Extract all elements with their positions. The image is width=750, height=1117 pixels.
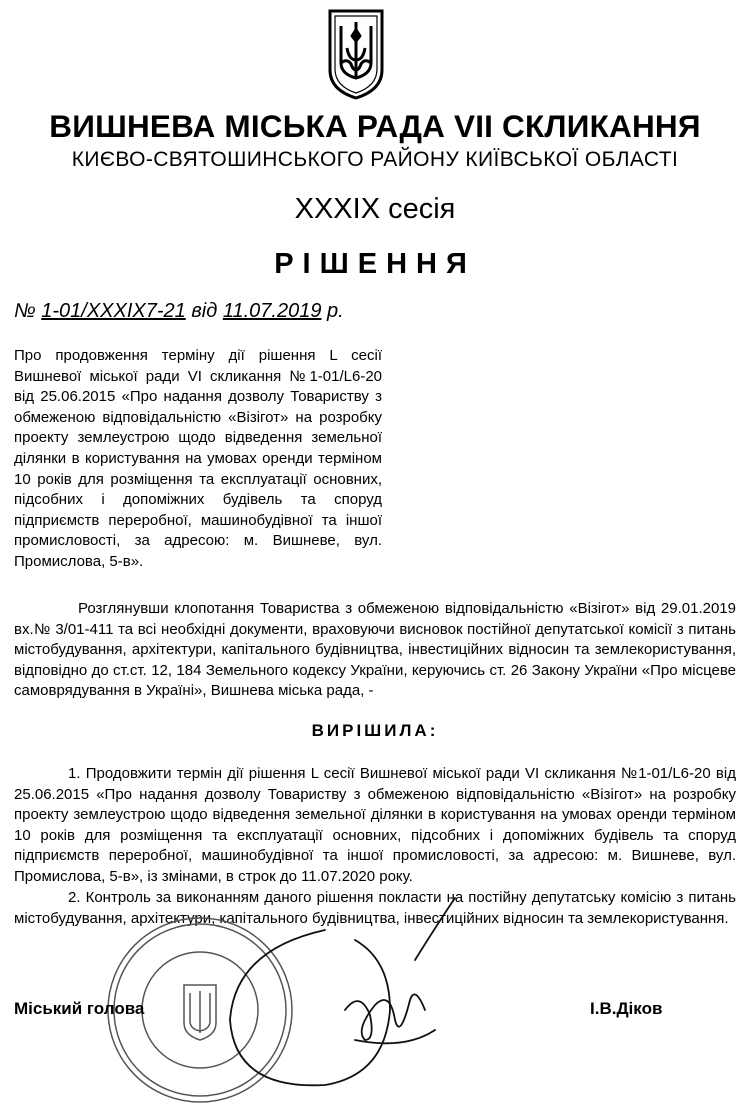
decision-date: 11.07.2019 bbox=[222, 300, 322, 322]
resolved-heading: ВИРІШИЛА: bbox=[311, 721, 439, 740]
document-type-title: РІШЕННЯ bbox=[274, 248, 476, 280]
date-suffix: р. bbox=[327, 300, 344, 322]
trident-coat-of-arms-icon bbox=[327, 8, 385, 100]
number-prefix: № bbox=[14, 300, 36, 322]
decision-number: 1-01/XXXIX7-21 bbox=[41, 300, 186, 322]
preamble-paragraph: Розглянувши клопотання Товариства з обмеженою відповідальністю «Візігот» від 29.01.2019 вх.№ 3/01-411 та всі необхідні документи, враховуючи висновок постійної депутатської комісії з питань містобудування, архітектури, капітального будівництва, інвестиційних відносин та землекористування, відповідно до ст.ст. 12, 184 Земельного кодексу України, керуючись ст. 26 Закону України «Про місцеве самоврядування в Україні», Вишнева міська рада, - bbox=[14, 600, 736, 700]
resolution-item-1: 1. Продовжити термін дії рішення L сесії Вишневої міської ради VI скликання №1-01/L6-20 від 25.06.2015 «Про надання дозволу Товариству з обмеженою відповідальністю «Візігот» на розробку проекту землеустрою щодо відведення земельної ділянки в користування на умовах оренди терміном 10 років для розміщення та експлуатації основних, підсобних і допоміжних будівель та споруд підприємств переробної, машинобудівної та іншої промисловості, за адресою: м. Вишневе, вул. Промислова, 5-в», із змінами, в строк до 11.07.2020 року. bbox=[14, 765, 736, 885]
date-prefix: від bbox=[191, 300, 218, 322]
org-subtitle: КИЄВО-СВЯТОШИНСЬКОГО РАЙОНУ КИЇВСЬКОЇ ОБЛАСТІ bbox=[71, 148, 679, 171]
mayor-title: Міський голова bbox=[14, 999, 145, 1018]
mayor-name: І.В.Діков bbox=[590, 999, 663, 1018]
org-title: ВИШНЕВА МІСЬКА РАДА VII СКЛИКАННЯ bbox=[49, 108, 701, 144]
decision-number-line bbox=[14, 300, 344, 323]
decision-subject: Про продовження терміну дії рішення L сесії Вишневої міської ради VI скликання №1-01/L6-20 від 25.06.2015 «Про надання дозволу Товариству з обмеженою відповідальністю «Візігот» на розробку проекту землеустрою щодо відведення земельної ділянки в користування на умовах оренди терміном 10 років для розміщення та експлуатації основних, підсобних і допоміжних будівель та споруд підприємств переробної, машинобудівної та іншої промисловості, за адресою: м. Вишневе, вул. Промислова, 5-в». bbox=[14, 347, 382, 570]
session-label: XXXIX сесія bbox=[294, 193, 456, 225]
resolution-item-2: 2. Контроль за виконанням даного рішення покласти на постійну депутатську комісію з питань містобудування, архітектури, капітального будівництва, інвестиційних відносин та землекористування. bbox=[14, 889, 736, 927]
handwritten-signature-icon bbox=[175, 890, 475, 1100]
